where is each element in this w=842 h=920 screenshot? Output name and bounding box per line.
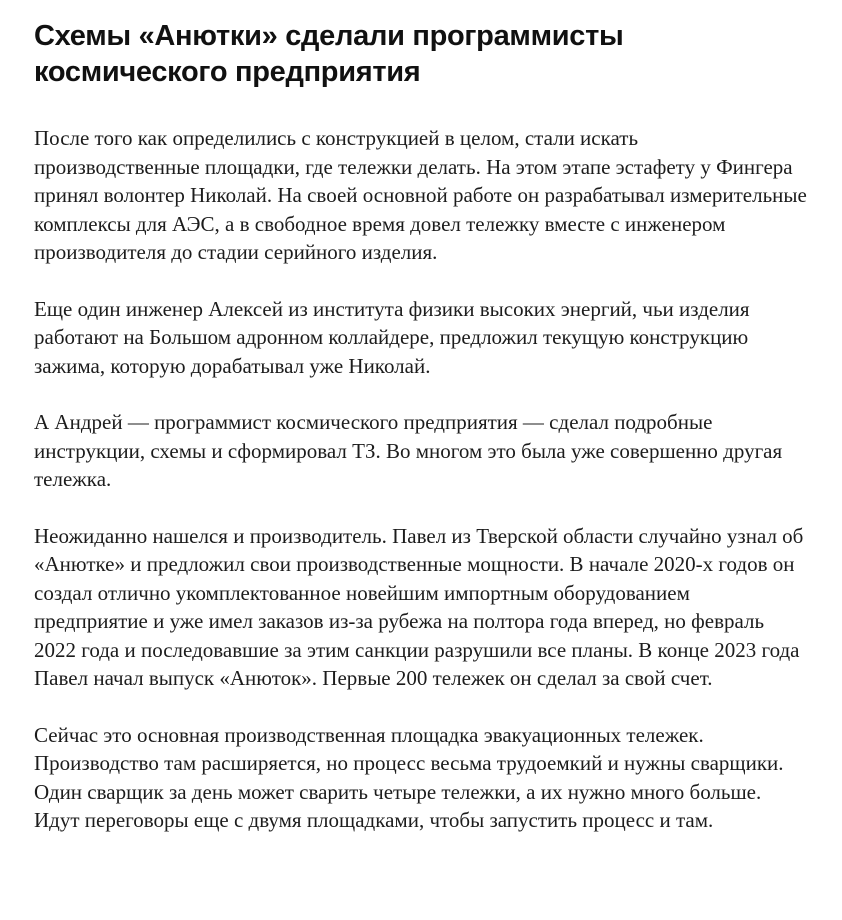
paragraph-clamp-design: Еще один инженер Алексей из института физики высоких энергий, чьи изделия работают на Большом адронном коллайдере, предложил текущую конструкцию зажима, которую дорабатывал уже Николай. bbox=[34, 296, 750, 378]
paragraph-current-production: Сейчас это основная производственная площадка эвакуационных тележек. Производство там расширяется, но процесс весьма трудоемкий и нужны сварщики. Один сварщик за день может сварить четыре тележки, а их нужно много больше. Идут переговоры еще с двумя площадками, чтобы запустить процесс и там. bbox=[34, 722, 784, 832]
article-heading: Схемы «Анютки» сделали программисты космического предприятия bbox=[34, 20, 624, 88]
paragraph-manufacturer: Неожиданно нашелся и производитель. Павел из Тверской области случайно узнал об «Анютке» и предложил свои производственные мощности. В начале 2020-х годов он создал отлично укомплектованное новейшим импортным оборудованием предприятие и уже имел заказов из-за рубежа на полтора года вперед, но февраль 2022 года и последовавшие за этим санкции разрушили все планы. В конце 2023 года Павел начал выпуск «Анюток». Первые 200 тележек он сделал за свой счет. bbox=[34, 523, 804, 690]
paragraph-instructions: А Андрей — программист космического предприятия — сделал подробные инструкции, схемы и сформировал ТЗ. Во многом это была уже совершенно другая тележка. bbox=[34, 410, 783, 491]
paragraph-production-sites: После того как определились с конструкцией в целом, стали искать производственные площадки, где тележки делать. На этом этапе эстафету у Фингера принял волонтер Николай. На своей основной работе он разрабатывал измерительные комплексы для АЭС, а в свободное время довел тележку вместе с инженером производителя до стадии серийного изделия. bbox=[34, 126, 807, 264]
